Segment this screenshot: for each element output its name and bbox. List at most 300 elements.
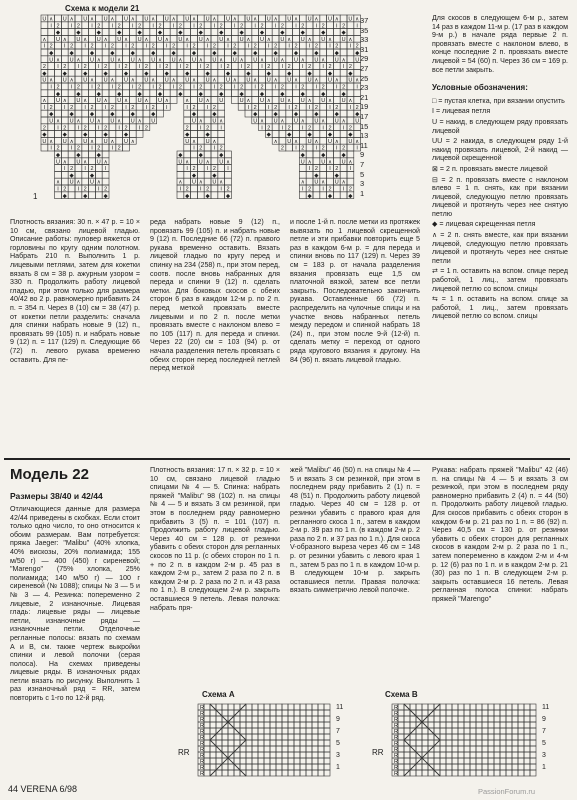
chart21-symbol: I xyxy=(43,104,46,111)
scheme-cell xyxy=(422,728,428,734)
scheme-cell xyxy=(264,770,270,776)
chart21-symbol: I xyxy=(111,145,114,152)
chart21-cell xyxy=(123,117,130,124)
scheme-cell xyxy=(282,710,288,716)
scheme-cell xyxy=(464,716,470,722)
chart21-symbol: 2 xyxy=(117,23,121,30)
chart21-cell xyxy=(204,90,211,97)
chart21-symbol: ∧ xyxy=(171,16,176,23)
chart21-cell xyxy=(41,144,48,151)
chart21-symbol: U xyxy=(124,77,128,84)
scheme-cell xyxy=(246,710,252,716)
scheme-cell xyxy=(470,752,476,758)
chart21-cell xyxy=(299,131,306,138)
chart21-symbol: ◆ xyxy=(83,193,88,200)
scheme-cell xyxy=(270,710,276,716)
chart21-symbol: 2 xyxy=(151,104,155,111)
chart21-cell xyxy=(109,131,116,138)
chart21-cell xyxy=(279,15,286,22)
chart21-symbol: 2 xyxy=(83,186,87,193)
scheme-row-number: 7 xyxy=(336,728,340,735)
scheme-cell xyxy=(452,746,458,752)
chart21-cell xyxy=(197,69,204,76)
scheme-edge-symbol: R xyxy=(394,717,398,723)
scheme-cell xyxy=(416,710,422,716)
scheme-cell xyxy=(276,722,282,728)
scheme-cell xyxy=(404,758,410,764)
chart21-cell xyxy=(265,117,272,124)
chart21-cell xyxy=(265,22,272,29)
scheme-cell xyxy=(434,746,440,752)
chart21-cell xyxy=(347,49,354,56)
chart21-cell xyxy=(191,185,198,192)
scheme-cell xyxy=(530,722,536,728)
chart21-cell xyxy=(95,42,102,49)
scheme-cell xyxy=(240,722,246,728)
scheme-cell xyxy=(398,704,404,710)
chart21-symbol: 2 xyxy=(124,64,128,71)
chart21-cell xyxy=(204,171,211,178)
scheme-cell xyxy=(282,752,288,758)
chart21-symbol: I xyxy=(349,43,352,50)
scheme-cell xyxy=(210,752,216,758)
scheme-cell xyxy=(240,716,246,722)
chart21-cell xyxy=(143,117,150,124)
chart21-symbol: I xyxy=(315,145,318,152)
chart21-row-number: 7 xyxy=(360,160,365,169)
legend-item: □ = пустая клетка, при вязании опустить xyxy=(432,96,565,105)
chart21-cell xyxy=(184,49,191,56)
chart21-row-number: 35 xyxy=(360,25,369,35)
scheme-cell xyxy=(240,752,246,758)
chart21-symbol: ◆ xyxy=(185,193,190,200)
chart21-symbol: U xyxy=(90,179,94,186)
chart21-symbol: I xyxy=(125,43,127,50)
chart21-symbol: 2 xyxy=(321,145,325,152)
scheme-cell xyxy=(398,764,404,770)
scheme-cell xyxy=(252,710,258,716)
chart21-cell xyxy=(143,49,150,56)
chart21-symbol: ◆ xyxy=(327,132,333,139)
chart21-cell xyxy=(286,83,293,90)
chart21-cell xyxy=(293,69,300,76)
chart21-symbol: 2 xyxy=(90,104,94,111)
legend-item: ⇆ = 1 п. оставить на вспом. спице за работой, 1 лиц., затем провязать лицевой петлю со вспом. спицы xyxy=(432,295,568,321)
scheme-cell xyxy=(246,722,252,728)
chart21-symbol: ∧ xyxy=(49,16,54,23)
chart21-symbol: I xyxy=(356,84,358,91)
chart21-cell xyxy=(143,22,150,29)
chart21-cell xyxy=(95,15,102,22)
chart21-symbol: U xyxy=(56,36,60,43)
scheme-cell xyxy=(518,734,524,740)
scheme-cell xyxy=(204,740,210,746)
chart21-cell xyxy=(279,76,286,83)
chart21-cell xyxy=(293,124,300,131)
chart21-symbol: U xyxy=(212,118,217,125)
chart21-symbol: ∧ xyxy=(348,98,353,105)
chart21-cell xyxy=(177,15,184,22)
chart21-symbol: I xyxy=(43,43,46,50)
scheme-cell xyxy=(488,740,494,746)
chart21-cell xyxy=(48,131,55,138)
chart21-symbol: I xyxy=(247,43,250,50)
chart21-symbol: I xyxy=(193,23,195,30)
scheme-cell xyxy=(216,758,222,764)
chart21-symbol: ∧ xyxy=(123,36,129,43)
scheme-cell xyxy=(270,770,276,776)
chart21-symbol: 2 xyxy=(158,84,162,91)
chart21-symbol: U xyxy=(334,179,339,186)
scheme-cell xyxy=(500,716,506,722)
scheme-cell xyxy=(440,746,446,752)
chart21-symbol: I xyxy=(138,125,141,132)
scheme-cell xyxy=(204,716,210,722)
scheme-cell xyxy=(276,770,282,776)
chart21-symbol: U xyxy=(96,98,101,105)
chart21-cell xyxy=(306,117,313,124)
scheme-cell xyxy=(476,752,482,758)
chart21-cell xyxy=(116,76,123,83)
chart21-cell xyxy=(184,22,191,29)
chart21-symbol: U xyxy=(355,57,360,64)
scheme-cell xyxy=(476,770,482,776)
chart21-cell xyxy=(163,29,170,36)
chart21-cell xyxy=(340,69,347,76)
chart21-symbol: ◆ xyxy=(219,152,224,159)
scheme-cell xyxy=(524,758,530,764)
chart21-cell xyxy=(340,15,347,22)
chart21-cell xyxy=(143,56,150,63)
chart21-symbol: ◆ xyxy=(239,30,244,37)
chart21-symbol: ∧ xyxy=(348,159,353,166)
chart21-cell xyxy=(129,124,136,131)
scheme-cell xyxy=(488,746,494,752)
chart21-symbol: U xyxy=(49,57,54,64)
chart21-cell xyxy=(102,171,109,178)
chart21-cell xyxy=(272,29,279,36)
chart21-cell xyxy=(150,63,157,70)
scheme-cell xyxy=(258,764,264,770)
chart21-symbol: U xyxy=(151,57,156,64)
scheme-cell xyxy=(258,722,264,728)
chart21-symbol: ∧ xyxy=(205,36,210,43)
chart21-cell xyxy=(225,171,232,178)
scheme-cell xyxy=(440,728,446,734)
scheme-cell xyxy=(264,758,270,764)
scheme-cell xyxy=(216,740,222,746)
scheme-cell xyxy=(422,746,428,752)
scheme-cell xyxy=(494,740,500,746)
scheme-cell xyxy=(324,770,330,776)
chart21-symbol: 2 xyxy=(192,104,196,111)
chart21-cell xyxy=(123,49,130,56)
scheme-cell xyxy=(410,722,416,728)
scheme-cell xyxy=(282,722,288,728)
scheme-cell xyxy=(318,710,324,716)
chart21-symbol: ◆ xyxy=(96,91,101,98)
scheme-cell xyxy=(428,740,434,746)
scheme-cell xyxy=(210,710,216,716)
scheme-cell xyxy=(446,716,452,722)
scheme-cell xyxy=(312,740,318,746)
chart21-symbol: ◆ xyxy=(287,132,292,139)
scheme-cell xyxy=(470,728,476,734)
chart21-symbol: 2 xyxy=(110,104,114,111)
chart21-symbol: U xyxy=(246,16,251,23)
scheme-cell xyxy=(252,740,258,746)
chart21-symbol: U xyxy=(117,98,122,105)
chart21-symbol: I xyxy=(91,84,93,91)
scheme-cell xyxy=(210,746,216,752)
scheme-cell xyxy=(476,728,482,734)
chart21-cell xyxy=(61,22,68,29)
chart21-symbol: 2 xyxy=(90,166,94,173)
scheme-cell xyxy=(240,728,246,734)
scheme-cell xyxy=(518,704,524,710)
chart21-symbol: 2 xyxy=(314,104,318,111)
chart21-cell xyxy=(197,110,204,117)
scheme-cell xyxy=(482,770,488,776)
chart21-symbol: I xyxy=(336,84,338,91)
chart21-cell xyxy=(347,83,354,90)
chart21-cell xyxy=(245,22,252,29)
chart21-cell xyxy=(231,63,238,70)
chart21-cell xyxy=(245,90,252,97)
chart21-symbol: U xyxy=(76,98,81,105)
chart21-cell xyxy=(197,192,204,199)
chart21-symbol: I xyxy=(77,125,80,132)
scheme-cell xyxy=(482,716,488,722)
scheme-cell xyxy=(518,740,524,746)
chart21-symbol: U xyxy=(124,138,128,145)
chart21-symbol: ∧ xyxy=(178,57,183,64)
chart21-symbol: 2 xyxy=(219,23,223,30)
chart21-cell xyxy=(129,29,136,36)
legend-column xyxy=(432,14,568,323)
scheme-cell xyxy=(446,740,452,746)
chart21-cell xyxy=(163,49,170,56)
chart21-symbol: U xyxy=(103,138,108,145)
chart21-symbol: U xyxy=(314,179,319,186)
scheme-cell xyxy=(524,722,530,728)
chart21-cell xyxy=(136,76,143,83)
chart21-symbol: ∧ xyxy=(144,36,149,43)
chart21-symbol: I xyxy=(281,64,284,71)
chart21-symbol: 2 xyxy=(212,166,216,173)
scheme-cell xyxy=(204,722,210,728)
chart21-symbol: ◆ xyxy=(110,50,115,57)
scheme-cell xyxy=(252,728,258,734)
chart21-cell xyxy=(225,178,232,185)
chart21-cell xyxy=(299,42,306,49)
chart21-symbol: ◆ xyxy=(76,30,81,37)
schemeB-rr-label: RR xyxy=(372,748,384,757)
chart21-symbol: U xyxy=(348,77,353,84)
scheme-cell xyxy=(482,704,488,710)
chart21-symbol: I xyxy=(145,43,148,50)
scheme-cell xyxy=(246,752,252,758)
chart21-symbol: ◆ xyxy=(355,50,360,57)
chart21-symbol: 2 xyxy=(240,84,244,91)
chart21-cell xyxy=(55,76,62,83)
chart21-symbol: I xyxy=(220,125,222,132)
scheme-cell xyxy=(222,770,228,776)
chart21-row-number: 13 xyxy=(360,131,369,141)
chart21-symbol: ∧ xyxy=(253,77,258,84)
chart21-cell xyxy=(340,42,347,49)
chart21-symbol: ∧ xyxy=(191,16,197,23)
scheme-cell xyxy=(234,740,240,746)
chart21-cell xyxy=(313,97,320,104)
chart21-symbol: I xyxy=(206,104,209,111)
chart21-cell xyxy=(272,69,279,76)
scheme-cell xyxy=(500,710,506,716)
scheme-edge-symbol: R xyxy=(394,741,398,747)
chart21-cell xyxy=(211,97,218,104)
chart21-symbol: U xyxy=(287,77,292,84)
chart21-cell xyxy=(89,35,96,42)
chart21-cell xyxy=(48,124,55,131)
scheme-cell xyxy=(234,770,240,776)
chart21-symbol: I xyxy=(302,125,304,132)
scheme-cell xyxy=(312,704,318,710)
chart21-cell xyxy=(211,151,218,158)
chart21-cell xyxy=(191,29,198,36)
scheme-cell xyxy=(488,734,494,740)
chart21-cell xyxy=(347,110,354,117)
scheme-cell xyxy=(506,704,512,710)
chart21-symbol: U xyxy=(266,16,271,23)
chart21-symbol: U xyxy=(334,57,339,64)
chart21-symbol: ∧ xyxy=(178,179,183,186)
scheme-cell xyxy=(222,728,228,734)
chart21-symbol: ∧ xyxy=(321,179,326,186)
scheme-cell xyxy=(446,734,452,740)
scheme-cell xyxy=(506,752,512,758)
chart21-symbol: ◆ xyxy=(246,70,251,77)
chart21-cell xyxy=(157,110,164,117)
chart21-cell xyxy=(347,171,354,178)
chart21-symbol: ◆ xyxy=(266,132,271,139)
chart21-cell xyxy=(150,90,157,97)
scheme-cell xyxy=(398,722,404,728)
chart21-cell xyxy=(157,69,164,76)
chart21-cell xyxy=(225,151,232,158)
scheme-cell xyxy=(428,752,434,758)
chart21-symbol: I xyxy=(186,166,188,173)
scheme-cell xyxy=(404,710,410,716)
scheme-cell xyxy=(258,728,264,734)
scheme-cell xyxy=(264,716,270,722)
chart21-symbol: 2 xyxy=(280,145,284,152)
scheme-edge-symbol: R xyxy=(394,771,398,777)
chart21-cell xyxy=(116,49,123,56)
chart21-row-number: 23 xyxy=(360,83,369,93)
scheme-cell xyxy=(470,716,476,722)
chart21-symbol: ∧ xyxy=(300,118,305,125)
scheme-cell xyxy=(258,734,264,740)
scheme-cell xyxy=(530,758,536,764)
chart21-symbol: ◆ xyxy=(293,111,299,118)
chart21-symbol: ∧ xyxy=(219,57,224,64)
chart21-symbol: ◆ xyxy=(178,91,183,98)
chart21-cell xyxy=(306,56,313,63)
chart21-symbol: ∧ xyxy=(341,179,346,186)
chart21-cell xyxy=(129,69,136,76)
chart21-cell xyxy=(75,15,82,22)
chart21-cell xyxy=(102,22,109,29)
scheme-cell xyxy=(312,716,318,722)
chart21-symbol: ◆ xyxy=(212,172,217,179)
chart21-cell xyxy=(136,69,143,76)
chart21-symbol: U xyxy=(62,16,67,23)
schemeB-grid xyxy=(370,702,570,780)
chart21-cell xyxy=(89,151,96,158)
chart21-cell xyxy=(293,29,300,36)
chart21-symbol: ◆ xyxy=(321,30,326,37)
scheme-cell xyxy=(458,734,464,740)
chart21-symbol: U xyxy=(273,118,278,125)
chart21-symbol: 2 xyxy=(117,145,121,152)
scheme-cell xyxy=(240,746,246,752)
chart21-cell xyxy=(211,69,218,76)
chart21-row-number: 19 xyxy=(360,102,369,112)
chart21-symbol: ∧ xyxy=(198,179,203,186)
chart21-symbol: ∧ xyxy=(151,16,156,23)
chart21-symbol: ∧ xyxy=(151,77,156,84)
chart21-cell xyxy=(61,56,68,63)
scheme-cell xyxy=(252,752,258,758)
chart21-symbol: ∧ xyxy=(321,118,326,125)
chart21-cell xyxy=(211,124,218,131)
chart21-row-number: 9 xyxy=(360,150,365,160)
chart21-cell xyxy=(102,49,109,56)
scheme-cell xyxy=(294,740,300,746)
chart21-symbol: 2 xyxy=(56,84,60,91)
chart21-cell xyxy=(333,131,340,138)
chart21-cell xyxy=(218,42,225,49)
chart21-symbol: U xyxy=(328,77,332,84)
scheme-cell xyxy=(204,758,210,764)
chart21-symbol: ∧ xyxy=(219,179,224,186)
chart21-cell xyxy=(55,131,62,138)
chart21-cell xyxy=(184,29,191,36)
scheme-cell xyxy=(464,734,470,740)
chart21-symbol: ∧ xyxy=(137,118,142,125)
scheme-cell xyxy=(506,758,512,764)
chart21-symbol: I xyxy=(342,186,345,193)
chart21-cell xyxy=(41,29,48,36)
scheme-cell xyxy=(276,710,282,716)
scheme-edge-symbol: R xyxy=(394,705,398,711)
chart21-symbol: I xyxy=(132,84,134,91)
scheme-edge-symbol: R xyxy=(394,711,398,717)
chart21-symbol: 2 xyxy=(70,104,74,111)
scheme-cell xyxy=(300,740,306,746)
scheme-cell xyxy=(210,728,216,734)
scheme-cell xyxy=(300,710,306,716)
scheme-cell xyxy=(398,758,404,764)
scheme-cell xyxy=(300,722,306,728)
scheme-cell xyxy=(524,752,530,758)
chart21-symbol: ◆ xyxy=(327,70,333,77)
chart21-symbol: I xyxy=(234,84,236,91)
scheme-cell xyxy=(306,704,312,710)
scheme-cell xyxy=(434,764,440,770)
scheme-edge-symbol: R xyxy=(200,753,204,759)
chart21-symbol: U xyxy=(164,16,169,23)
